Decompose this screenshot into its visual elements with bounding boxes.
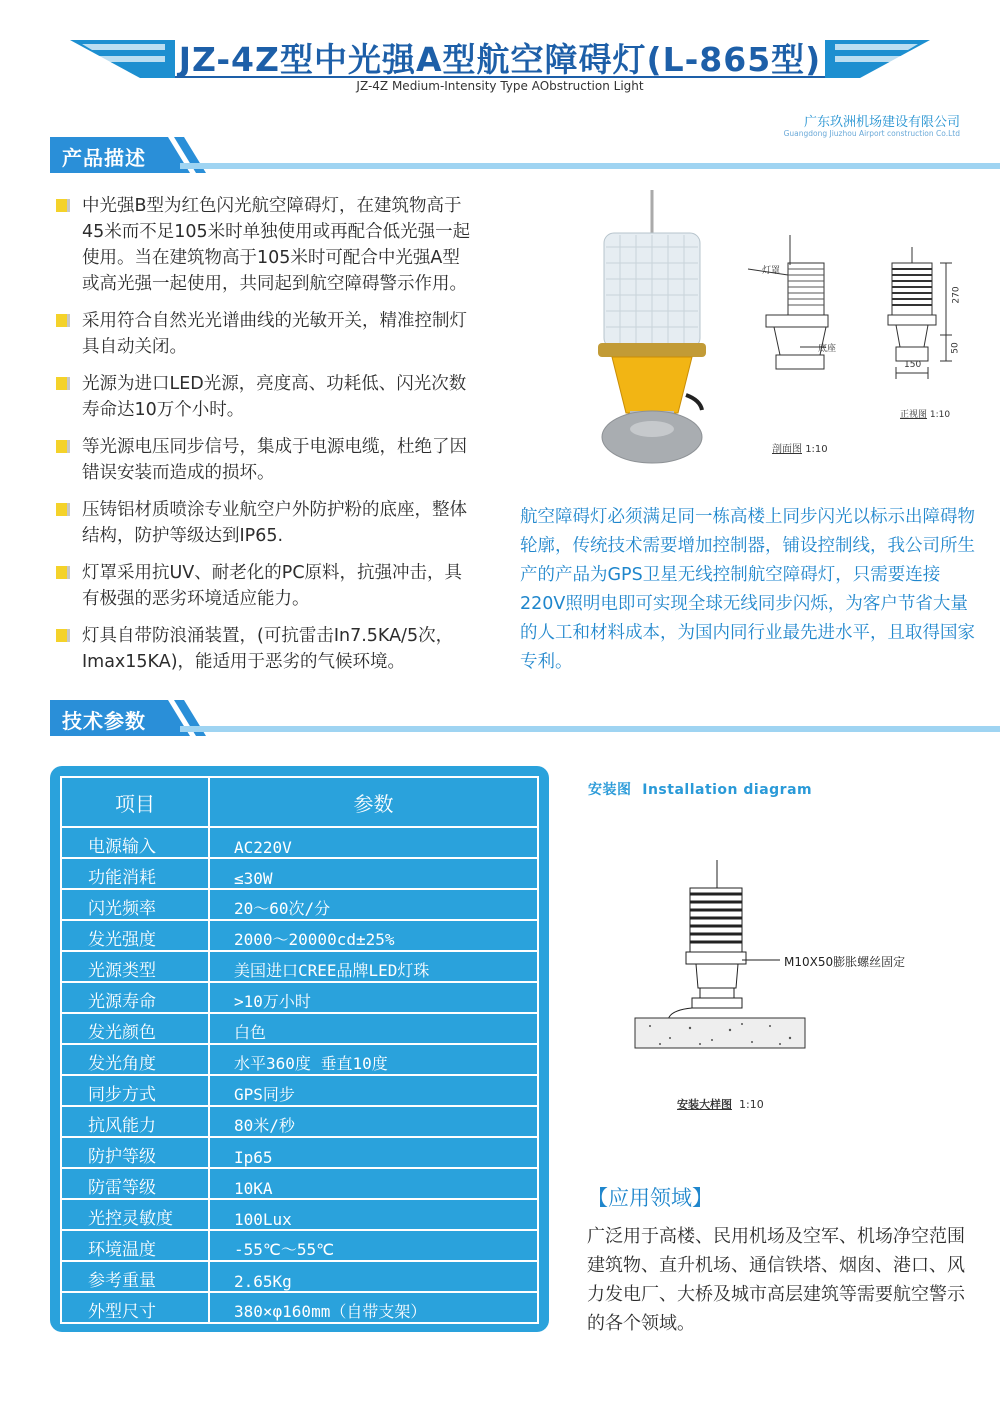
bullet-icon: [56, 377, 70, 390]
table-row: 发光强度 2000～20000cd±25%: [61, 920, 538, 951]
bullet-icon: [56, 629, 70, 642]
bolt-note: M10X50膨胀螺丝固定: [784, 955, 906, 969]
section-title-params: 技术参数: [62, 709, 146, 733]
drawing-base-label: 底座: [818, 344, 837, 354]
section-header-description: [50, 137, 1000, 173]
sync-note-paragraph: 航空障碍灯必须满足同一栋高楼上同步闪光以标示出障碍物轮廓，传统技术需要增加控制器，铺设控制线，我公司所生产的产品为GPS卫星无线控制航空障碍灯，只需要连接220V照明电即可实现全球无线同步闪烁，为客户节省大量的人工和材料成本，为国内同行业最先进水平，且取得国家专利。: [520, 507, 975, 672]
product-photo: [590, 185, 720, 475]
description-item: 采用符合自然光光谱曲线的光敏开关，精准控制灯具自动关闭。: [52, 308, 472, 360]
front-view-caption: 正视图 1:10: [900, 410, 951, 420]
application-text: 广泛用于高楼、民用机场及空军、机场净空范围建筑物、直升机场、通信铁塔、烟囱、港口、风力发电厂、大桥及城市高层建筑等需要航空警示的各个领域。: [587, 1226, 965, 1334]
table-row: 发光角度 水平360度 垂直10度: [61, 1044, 538, 1075]
table-row: 防护等级 Ip65: [61, 1137, 538, 1168]
installation-caption: 安装大样图 1:10: [677, 1098, 764, 1111]
drawing-dim-50: 50: [950, 342, 961, 354]
description-list: [52, 193, 472, 686]
section-header-params: [50, 700, 1000, 736]
description-item: 灯罩采用抗UV、耐老化的PC原料，抗强冲击，具有极强的恶劣环境适应能力。: [52, 560, 472, 612]
bullet-icon: [56, 503, 70, 516]
ribbon-line: [180, 726, 1000, 732]
page-title: JZ-4Z型中光强A型航空障碍灯(L-865型): [178, 40, 822, 79]
table-header-param: 参数: [209, 777, 538, 827]
table-row: 光控灵敏度 100Lux: [61, 1199, 538, 1230]
drawing-lamp-label: 灯罩: [762, 266, 781, 276]
table-header-row: [61, 777, 538, 827]
description-item: 光源为进口LED光源，亮度高、功耗低、闪光次数寿命达10万个小时。: [52, 371, 472, 423]
table-row: 光源类型 美国进口CREE品牌LED灯珠: [61, 951, 538, 982]
company-name-cn: 广东玖洲机场建设有限公司: [803, 115, 960, 130]
description-item: 压铸铝材质喷涂专业航空户外防护粉的底座，整体结构，防护等级达到IP65.: [52, 497, 472, 549]
description-item: 中光强B型为红色闪光航空障碍灯，在建筑物高于45米而不足105米时单独使用或再配合低光强一起使用。当在建筑物高于105米时可配合中光强A型或高光强一起使用，共同起到航空障碍警示作用。: [52, 193, 472, 297]
page-subtitle: JZ-4Z Medium-Intensity Type AObstruction Light: [356, 79, 644, 93]
ribbon-line: [180, 163, 1000, 169]
table-header-item: 项目: [61, 777, 209, 827]
table-row: 同步方式 GPS同步: [61, 1075, 538, 1106]
section-title-description: 产品描述: [62, 146, 146, 170]
application-title: 【应用领域】: [587, 1186, 713, 1210]
table-row: 外型尺寸 380×φ160mm（自带支架）: [61, 1292, 538, 1323]
section-view-caption: 剖面图 1:10: [772, 444, 828, 455]
bullet-icon: [56, 199, 70, 212]
table-row: 参考重量 2.65Kg: [61, 1261, 538, 1292]
bullet-icon: [56, 440, 70, 453]
bullet-icon: [56, 566, 70, 579]
description-item: 等光源电压同步信号，集成于电源电缆，杜绝了因错误安装而造成的损坏。: [52, 434, 472, 486]
bullet-icon: [56, 314, 70, 327]
drawing-dim-270: 270: [951, 286, 962, 304]
table-row: 抗风能力 80米/秒: [61, 1106, 538, 1137]
table-row: 电源输入 AC220V: [61, 827, 538, 858]
installation-diagram-label: 安装图 Installation diagram: [588, 782, 813, 798]
table-row: 防雷等级 10KA: [61, 1168, 538, 1199]
params-table: [60, 776, 539, 1324]
description-item: 灯具自带防浪涌装置，(可抗雷击In7.5KA/5次，Imax15KA)，能适用于恶劣的气候环境。: [52, 623, 472, 675]
table-row: 环境温度 -55℃～55℃: [61, 1230, 538, 1261]
company-name-en: Guangdong Jiuzhou Airport construction Co.Ltd: [783, 129, 960, 138]
table-row: 功能消耗 ≤30W: [61, 858, 538, 889]
table-row: 闪光频率 20～60次/分: [61, 889, 538, 920]
table-row: 光源寿命 >10万小时: [61, 982, 538, 1013]
drawing-dim-150: 150: [904, 360, 922, 370]
company-name: [784, 111, 960, 138]
table-row: 发光颜色 白色: [61, 1013, 538, 1044]
params-table-panel: [50, 766, 549, 1332]
